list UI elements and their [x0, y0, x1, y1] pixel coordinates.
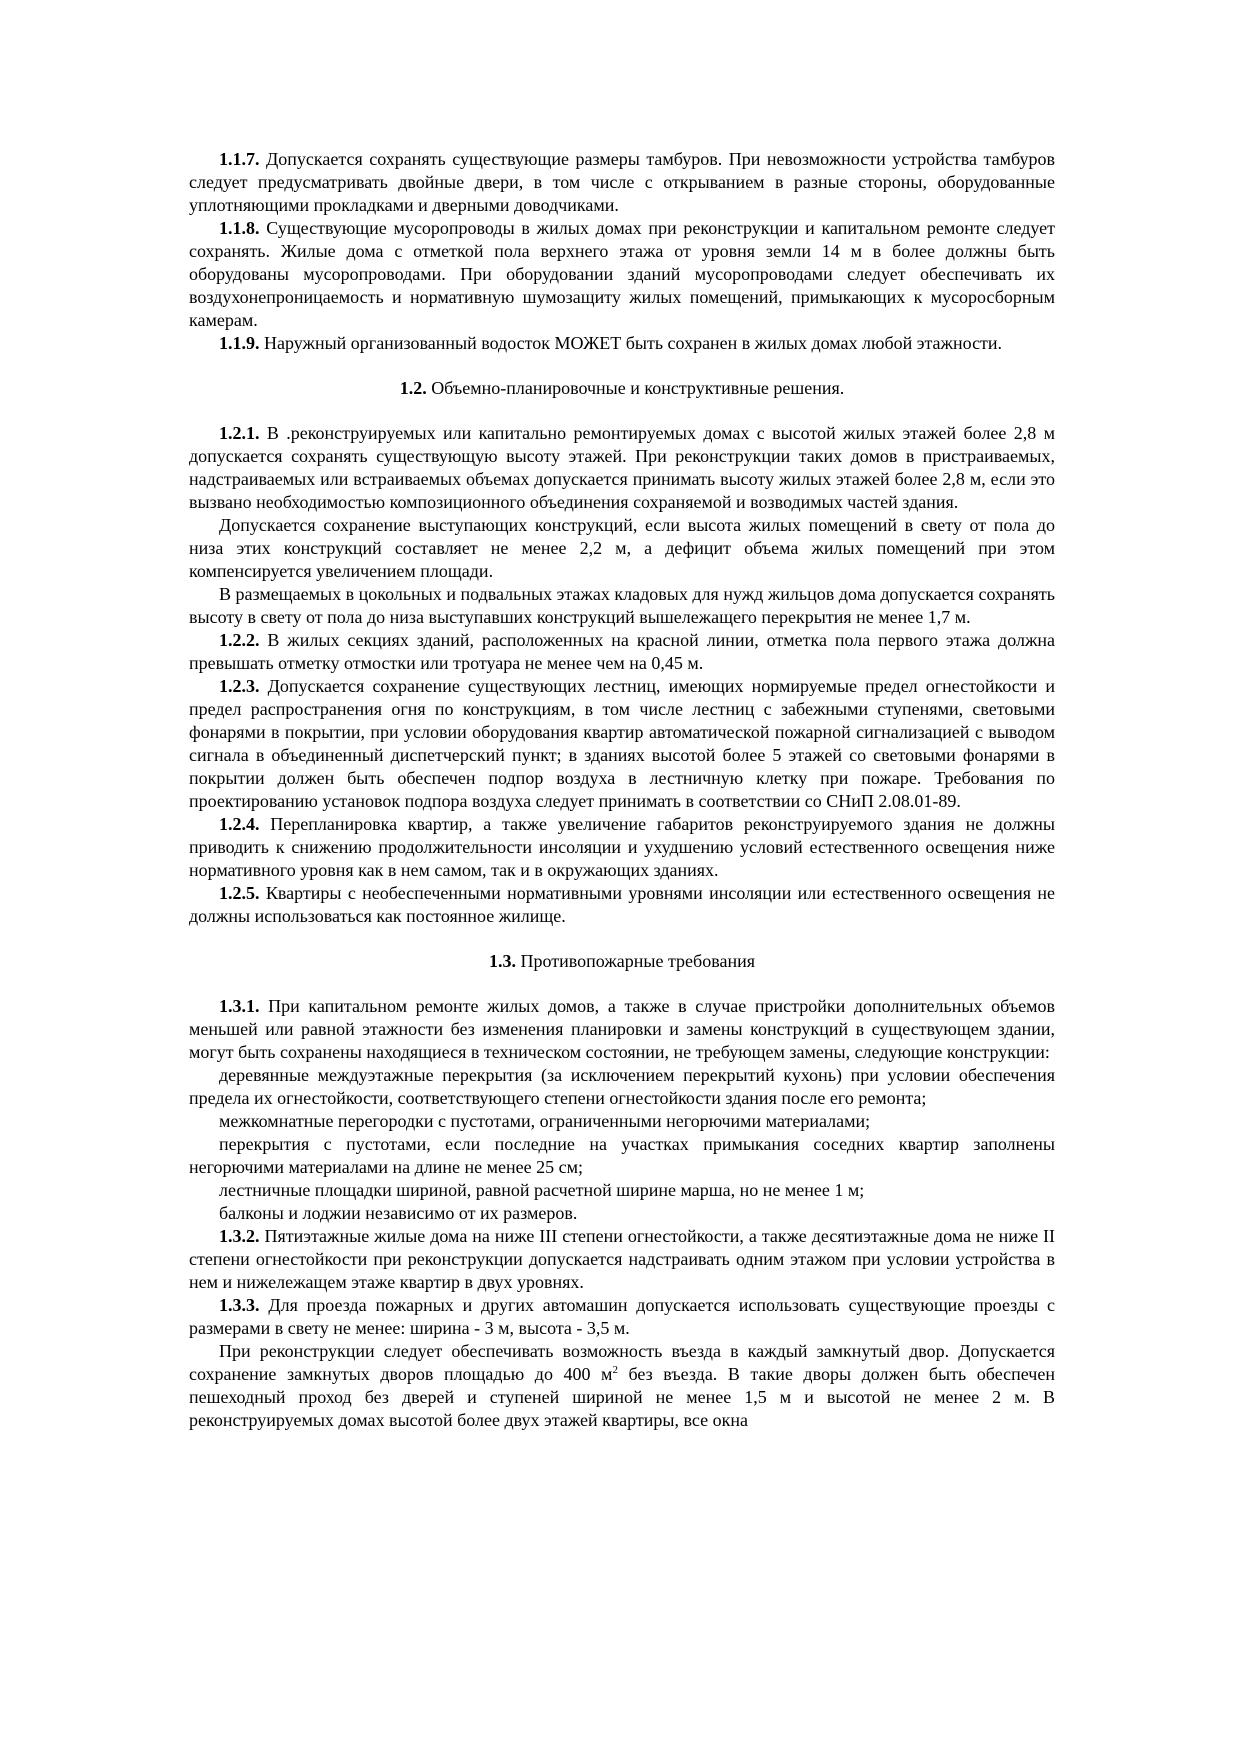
- paragraph-1-2-1: [189, 422, 1055, 514]
- clause-number: 1.1.8.: [219, 218, 260, 238]
- clause-text: В жилых секциях зданий, расположенных на красной линии, отметка пола первого этажа должна превышать отметку отмостки или тротуара не менее чем на 0,45 м.: [189, 630, 1055, 673]
- heading-text: Противопожарные требования: [520, 951, 755, 971]
- clause-text: Для проезда пожарных и других автомашин допускается использовать существующие проезды с размерами в свету не менее: ширина - 3 м, высота - 3,5 м.: [189, 1295, 1055, 1338]
- clause-number: 1.2.4.: [219, 814, 260, 834]
- list-item-landings: [189, 1179, 1055, 1202]
- clause-text: Допускается сохранять существующие размеры тамбуров. При невозможности устройства тамбуров следует предусматривать двойные двери, в том числе с открыванием в разные стороны, оборудованные уплотняющими прокладками и дверными доводчиками.: [189, 149, 1055, 215]
- clause-number: 1.3.1.: [219, 996, 260, 1016]
- paragraph-courtyards: [189, 1340, 1055, 1432]
- heading-text: Объемно-планировочные и конструктивные решения.: [431, 378, 845, 398]
- clause-text: Перепланировка квартир, а также увеличение габаритов реконструируемого здания не должны приводить к снижению продолжительности инсоляции и ухудшению условий естественного освещения ниже нормативного уровня как в нем самом, так и в окружающих зданиях.: [189, 814, 1055, 880]
- clause-text: При реконструкции следует обеспечивать возможность въезда в каждый замкнутый двор. Допускается сохранение замкнутых дворов площадью до 400 м: [189, 1341, 1055, 1384]
- clause-text: деревянные междуэтажные перекрытия (за исключением перекрытий кухонь) при условии обеспечения предела их огнестойкости, соответствующего степени огнестойкости здания после его ремонта;: [189, 1065, 1055, 1108]
- clause-number: 1.3.2.: [219, 1226, 260, 1246]
- clause-text: Допускается сохранение выступающих конструкций, если высота жилых помещений в свету от пола до низа этих конструкций составляет не менее 2,2 м, а дефицит объема жилых помещений при этом компенсируется увеличением площади.: [189, 515, 1055, 581]
- heading-number: 1.3.: [489, 951, 516, 971]
- clause-text: Допускается сохранение существующих лестниц, имеющих нормируемые предел огнестойкости и предел распространения огня по конструкциям, в том числе лестниц с забежными ступенями, световыми фонарями в покрытии, при условии оборудования квартир автоматической пожарной сигнализацией с выводом сигнала в объединенный диспетчерский пункт; в зданиях высотой более 5 этажей со световыми фонарями в покрытии должен быть обеспечен подпор воздуха в лестничную клетку при пожаре. Требования по проектированию установок подпора воздуха следует принимать в соответствии со СНиП 2.08.01-89.: [189, 676, 1056, 811]
- paragraph-1-1-8: [189, 217, 1055, 332]
- clause-text: лестничные площадки шириной, равной расчетной ширине марша, но не менее 1 м;: [219, 1180, 865, 1200]
- paragraph-1-3-2: [189, 1225, 1055, 1294]
- list-item-floors: [189, 1064, 1055, 1110]
- list-item-hollow-floors: [189, 1133, 1055, 1179]
- paragraph-1-2-1-cont-a: [189, 514, 1055, 583]
- list-item-partitions: [189, 1110, 1055, 1133]
- paragraph-1-1-7: [189, 148, 1055, 217]
- paragraph-1-3-3: [189, 1294, 1055, 1340]
- section-heading-1-2: [189, 377, 1055, 400]
- clause-number: 1.1.7.: [219, 149, 260, 169]
- clause-number: 1.2.5.: [219, 883, 260, 903]
- clause-text: Квартиры с необеспеченными нормативными уровнями инсоляции или естественного освещения не должны использоваться как постоянное жилище.: [189, 883, 1056, 926]
- clause-text: Существующие мусоропроводы в жилых домах при реконструкции и капитальном ремонте следует сохранять. Жилые дома с отметкой пола верхнего этажа от уровня земли 14 м в более должны быть оборудованы мусоропроводами. При оборудовании зданий мусоропроводами следует обеспечивать их воздухонепроницаемость и нормативную шумозащиту жилых помещений, примыкающих к мусоросборным камерам.: [189, 218, 1055, 330]
- paragraph-1-2-3: [189, 675, 1055, 813]
- paragraph-1-2-4: [189, 813, 1055, 882]
- clause-text: В .реконструируемых или капитально ремонтируемых домах с высотой жилых этажей более 2,8 м допускается сохранять существующую высоту этажей. При реконструкции таких домов в пристраиваемых, надстраиваемых или встраиваемых объемах допускается принимать высоту жилых этажей более 2,8 м, если это вызвано необходимостью композиционного объединения сохраняемой и возводимых частей здания.: [189, 423, 1055, 512]
- section-heading-1-3: [189, 950, 1055, 973]
- clause-text: без въезда. В такие дворы должен быть обеспечен пешеходный проход без дверей и ступеней шириной не менее 1,5 м и высотой не менее 2 м. В реконструируемых домах высотой более двух этажей квартиры, все окна: [189, 1364, 1055, 1430]
- clause-number: 1.2.1.: [219, 423, 260, 443]
- clause-text: балконы и лоджии независимо от их размеров.: [219, 1203, 578, 1223]
- clause-text: При капитальном ремонте жилых домов, а также в случае пристройки дополнительных объемов меньшей или равной этажности без изменения планировки и замены конструкций в существующем здании, могут быть сохранены находящиеся в техническом состоянии, не требующем замены, следующие конструкции:: [189, 996, 1056, 1062]
- clause-number: 1.1.9.: [219, 333, 260, 353]
- superscript-2: 2: [612, 1364, 618, 1376]
- clause-text: Наружный организованный водосток МОЖЕТ быть сохранен в жилых домах любой этажности.: [264, 333, 1003, 353]
- heading-number: 1.2.: [399, 378, 427, 398]
- paragraph-1-1-9: [189, 332, 1055, 355]
- clause-number: 1.2.2.: [219, 630, 260, 650]
- clause-text: межкомнатные перегородки с пустотами, ограниченными негорючими материалами;: [219, 1111, 871, 1131]
- paragraph-1-2-1-cont-b: [189, 583, 1055, 629]
- document-page: [189, 148, 1055, 1432]
- clause-text: Пятиэтажные жилые дома на ниже III степени огнестойкости, а также десятиэтажные дома не ниже II степени огнестойкости при реконструкции допускается надстраивать одним этажом при условии устройства в нем и нижележащем этаже квартир в двух уровнях.: [189, 1226, 1056, 1292]
- clause-number: 1.2.3.: [219, 676, 260, 696]
- clause-text: В размещаемых в цокольных и подвальных этажах кладовых для нужд жильцов дома допускается сохранять высоту в свету от пола до низа выступавших конструкций вышележащего перекрытия не менее 1,7 м.: [189, 584, 1055, 627]
- paragraph-1-3-1: [189, 995, 1055, 1064]
- paragraph-1-2-5: [189, 882, 1055, 928]
- clause-text: перекрытия с пустотами, если последние на участках примыкания соседних квартир заполнены негорючими материалами на длине не менее 25 см;: [189, 1134, 1055, 1177]
- paragraph-1-2-2: [189, 629, 1055, 675]
- list-item-balconies: [189, 1202, 1055, 1225]
- clause-number: 1.3.3.: [219, 1295, 260, 1315]
